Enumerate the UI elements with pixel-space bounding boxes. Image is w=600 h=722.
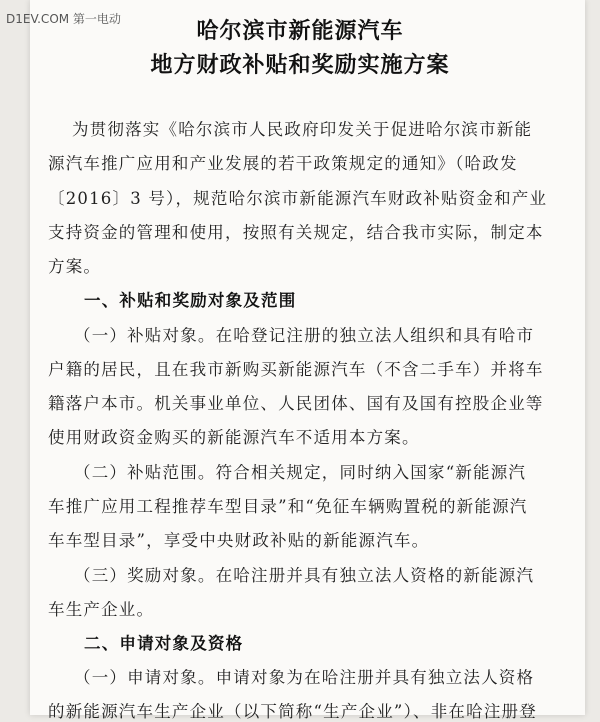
body-line: 使用财政资金购买的新能源汽车不适用本方案。 — [48, 428, 420, 447]
body-line: 〔2016〕3 号），规范哈尔滨市新能源汽车财政补贴资金和产业 — [48, 189, 548, 208]
body-line: 源汽车推广应用和产业发展的若干政策规定的通知》（哈政发 — [48, 154, 518, 173]
body-line: 车生产企业。 — [48, 600, 155, 619]
body-line: （一）申请对象。申请对象为在哈注册并具有独立法人资格 — [74, 668, 535, 687]
body-line: （三）奖励对象。在哈注册并具有独立法人资格的新能源汽 — [74, 566, 535, 585]
body-line: （二）补贴范围。符合相关规定，同时纳入国家“新能源汽 — [74, 463, 527, 482]
body-line: 的新能源汽车生产企业（以下简称“生产企业”）、非在哈注册登 — [48, 702, 537, 721]
body-line: 户籍的居民，且在我市新购买新能源汽车（不含二手车）并将车 — [48, 360, 544, 379]
body-line: 籍落户本市。机关事业单位、人民团体、国有及国有控股企业等 — [48, 394, 544, 413]
section-heading-1: 一、补贴和奖励对象及范围 — [84, 291, 297, 310]
body-line: 车推广应用工程推荐车型目录”和“免征车辆购置税的新能源汽 — [48, 497, 528, 516]
body-line: 车车型目录”，享受中央财政补贴的新能源汽车。 — [48, 531, 430, 550]
document-title-line-1: 哈尔滨市新能源汽车 — [196, 19, 404, 44]
watermark-text: D1EV.COM 第一电动 — [6, 12, 121, 26]
section-heading-2: 二、申请对象及资格 — [84, 634, 244, 653]
body-line: （一）补贴对象。在哈登记注册的独立法人组织和具有哈市 — [74, 326, 535, 345]
body-line: 方案。 — [48, 257, 102, 276]
document-title-line-2: 地方财政补贴和奖励实施方案 — [150, 53, 450, 78]
body-line: 为贯彻落实《哈尔滨市人民政府印发关于促进哈尔滨市新能 — [72, 120, 533, 139]
body-line: 支持资金的管理和使用，按照有关规定，结合我市实际，制定本 — [48, 223, 544, 242]
